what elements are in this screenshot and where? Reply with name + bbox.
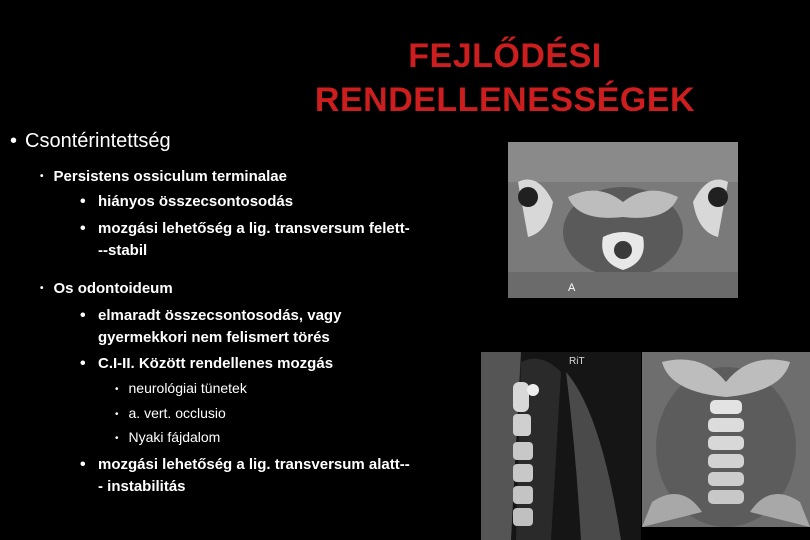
ct-coronal-image <box>642 352 810 527</box>
bullet-icon: • <box>40 171 44 182</box>
bullet-item-2-sub-3: • mozgási lehetőség a lig. transversum alatt-- - instabilitás <box>80 456 410 495</box>
bullet-item-1: • Persistens ossiculum terminalae <box>40 166 287 188</box>
bullet-icon: • <box>80 307 86 324</box>
bullet-item-2: • Os odontoideum <box>40 278 173 300</box>
bullet-item-1-sub-2: • mozgási lehetőség a lig. transversum felett- --stabil <box>80 220 410 259</box>
bullet-item-2-sub-1: • elmaradt összecsontosodás, vagy gyermekkori nem felismert törés <box>80 307 342 346</box>
bullet-item-1-sub-1: • hiányos összecsontosodás <box>80 191 480 213</box>
bullet-icon: • <box>115 409 119 420</box>
title-line-2: RENDELLENESSÉGEK <box>314 81 696 119</box>
bullet-icon: • <box>115 384 119 395</box>
ct-axial-label: A <box>568 282 576 294</box>
slide-title <box>255 34 755 122</box>
ct-axial-image <box>508 142 738 298</box>
bullet-item-2-sub-2: • C.I-II. Között rendellenes mozgás <box>80 353 480 375</box>
bullet-icon: • <box>80 220 86 237</box>
bullet-icon: • <box>115 433 119 444</box>
ct-sagittal-image <box>481 352 641 540</box>
bullet-level1: • Csontérintettség <box>10 130 171 152</box>
bullet-item-2-sub-2-sub-1: • neurológiai tünetek <box>115 378 247 400</box>
bullet-icon: • <box>40 283 44 294</box>
ct-sagittal-label: RiT <box>569 356 585 367</box>
title-line-1: FEJLŐDÉSI <box>408 37 602 75</box>
bullet-icon: • <box>80 193 86 210</box>
bullet-icon: • <box>80 456 86 473</box>
bullet-item-2-sub-2-sub-3: • Nyaki fájdalom <box>115 427 220 449</box>
bullet-item-2-sub-2-sub-2: • a. vert. occlusio <box>115 403 226 425</box>
bullet-icon: • <box>10 130 18 152</box>
bullet-icon: • <box>80 355 86 372</box>
